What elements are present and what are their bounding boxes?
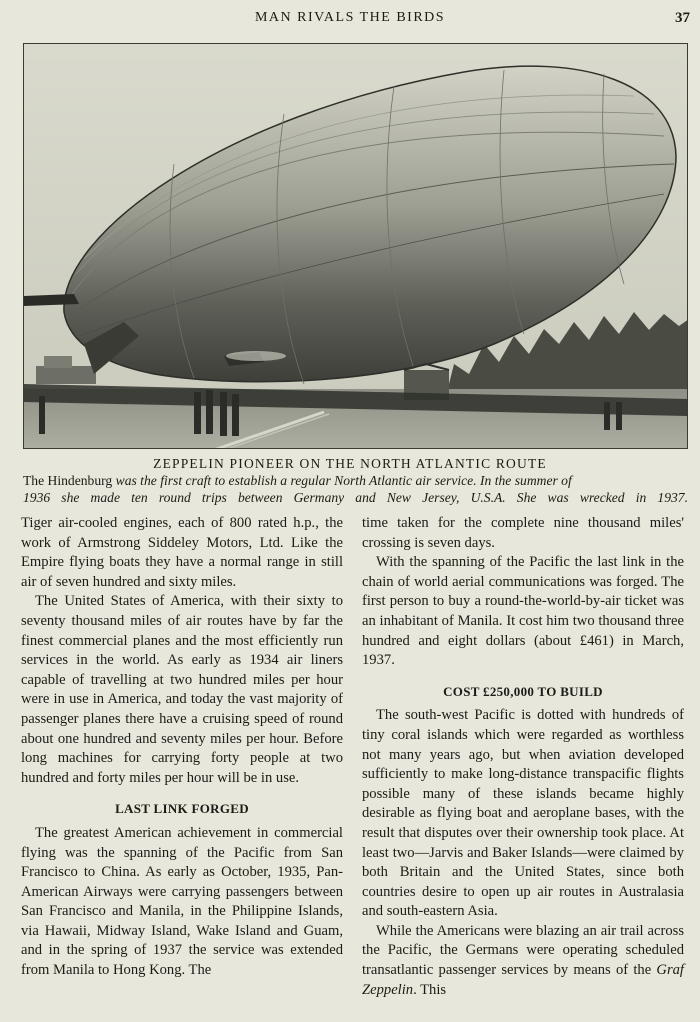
figure-caption-title: ZEPPELIN PIONEER ON THE NORTH ATLANTIC ROUTE: [153, 456, 547, 471]
right-paragraph-4-end: . This: [413, 981, 447, 998]
caption-ship-name: The Hindenburg: [23, 473, 113, 488]
right-paragraph-1: time taken for the complete nine thousand miles' crossing is seven days.: [362, 515, 684, 551]
section-heading-last-link: LAST LINK FORGED: [115, 801, 249, 817]
left-paragraph-3: The greatest American achievement in commercial flying was the spanning of the Pacific from San Francisco to China. As early as October, 1935, Pan-American Airways were carrying passengers between San Francisco and Manila, in the Philippine Islands, via Hawaii, Midway Island, Wake Island and Guam, and in the spring of 1937 the service was extended from Manila to Hong Kong. The: [21, 824, 343, 979]
right-paragraph-3: The south-west Pacific is dotted with hundreds of tiny coral islands which were regarded as worthless not many years ago, but when aviation developed sufficiently to make long-distance transpacific flights possible many of these islands became highly desirable as flying boat and aeroplane bases, with the result that disputes over their ownership took place. At least two—Jarvis and Baker Islands—were claimed by both Britain and the United States, since both countries desire to open up air routes in Australasia and south-eastern Asia.: [362, 707, 684, 920]
page-number: 37: [675, 10, 690, 26]
graf-zeppelin-name: Graf Zeppelin: [362, 962, 684, 998]
caption-line-2: 1936 she made ten round trips between Germany and New Jersey, U.S.A. She was wrecked in 1937.: [23, 490, 688, 505]
right-paragraph-4-start: While the Americans were blazing an air trail across the Pacific, the Germans were operating scheduled transatlantic passenger services by means of the: [362, 922, 684, 979]
caption-line-1: was the first craft to establish a regular North Atlantic air service. In the summer of: [112, 473, 572, 488]
right-column: [362, 514, 684, 1000]
right-paragraph-4: [362, 922, 684, 1000]
left-paragraph-1: Tiger air-cooled engines, each of 800 rated h.p., the work of Armstrong Siddeley Motors, Ltd. Like the Empire flying boats they have a normal range in still air of seven hundred and sixty miles.: [21, 515, 343, 590]
zeppelin-photograph: [23, 43, 688, 449]
section-heading-cost: COST £250,000 TO BUILD: [443, 683, 603, 699]
running-title: MAN RIVALS THE BIRDS: [254, 10, 446, 25]
zeppelin-illustration: [24, 44, 688, 449]
left-column: [21, 514, 343, 981]
figure-caption: [23, 472, 688, 506]
right-paragraph-2: With the spanning of the Pacific the last link in the chain of world aerial communications was forged. The first person to buy a round-the-world-by-air ticket was an inhabitant of Manila. It cost him two thousand three hundred and eight dollars (about £461) in March, 1937.: [362, 554, 684, 669]
left-paragraph-2: The United States of America, with their sixty to seventy thousand miles of air routes have by far the finest commercial planes and the most efficiently run services in the world. As early as 1934 air liners capable of travelling at two hundred miles per hour were in use in America, and today the vast majority of passenger planes there have a cruising speed of round about one hundred and seventy miles per hour. Before long machines for carrying forty people at two hundred and forty miles per hour will be in use.: [21, 593, 343, 786]
